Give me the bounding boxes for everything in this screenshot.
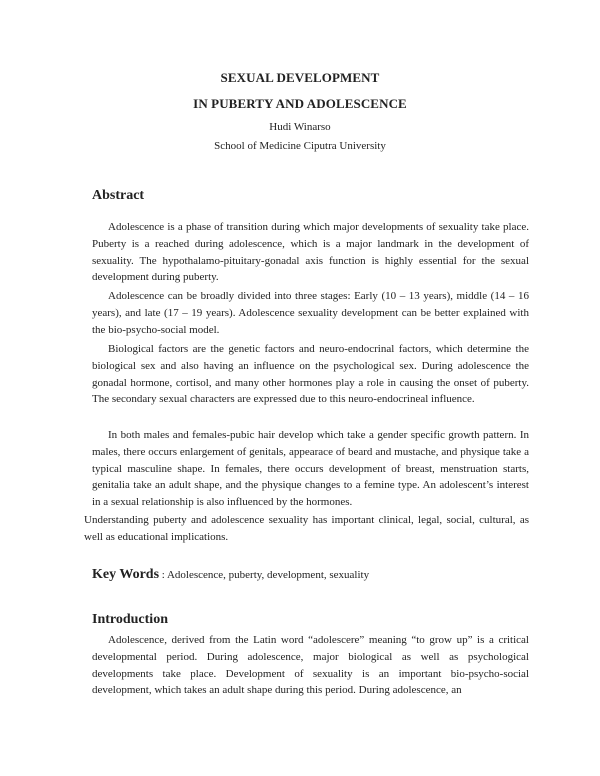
- abstract-heading: Abstract: [92, 188, 145, 203]
- keywords-line: [92, 567, 369, 583]
- keywords-label: Key Words: [92, 567, 160, 582]
- keywords-text: : Adolescence, puberty, development, sexuality: [159, 569, 370, 581]
- introduction-heading: Introduction: [92, 612, 168, 627]
- paper-title-line-2: IN PUBERTY AND ADOLESCENCE: [193, 96, 407, 111]
- paper-title-line-1: SEXUAL DEVELOPMENT: [220, 70, 380, 85]
- introduction-paragraph: Adolescence, derived from the Latin word “adolescere” meaning “to grow up” is a critical developmental period. During adolescence, major biological as well as psychological developments take place. Development of sexuality is an important bio-psycho-social development, which takes an adult shape during this period. During adolescence, an: [92, 634, 529, 697]
- author-affiliation: School of Medicine Ciputra University: [214, 140, 386, 152]
- author-name: Hudi Winarso: [269, 121, 331, 133]
- abstract-paragraph-5: Understanding puberty and adolescence sexuality has important clinical, legal, social, cultural, as well as educational implications.: [84, 514, 529, 543]
- abstract-paragraph-1: Adolescence is a phase of transition during which major developments of sexuality take place. Puberty is a reached during adolescence, which is a major landmark in the development of sexuality. The hypothalamo-pituitary-gonadal axis function is highly essential for the sexual development during puberty.: [92, 221, 529, 284]
- abstract-paragraph-3: Biological factors are the genetic factors and neuro-endocrinal factors, which determine the biological sex and also having an influence on the psychological sex. During adolescence the gonadal hormone, cortisol, and many other hormones play a role in causing the onset of puberty. The secondary sexual characters are expressed due to this neuro-endocrineal influence.: [92, 343, 529, 406]
- abstract-paragraph-4: In both males and females-pubic hair develop which take a gender specific growth pattern. In males, there occurs enlargement of genitals, appearace of beard and mustache, and physique take a typical masculine shape. In females, there occurs development of breast, menstruation starts, genitalia take an adult shape, and the physique changes to a femine type. An adolescent’s interest in a sexual relationship is also influenced by the hormones.: [92, 429, 529, 509]
- abstract-paragraph-2: Adolescence can be broadly divided into three stages: Early (10 – 13 years), middle (14 – 16 years), and late (17 – 19 years). Adolescence sexuality development can be better explained with the bio-psycho-social model.: [92, 290, 529, 336]
